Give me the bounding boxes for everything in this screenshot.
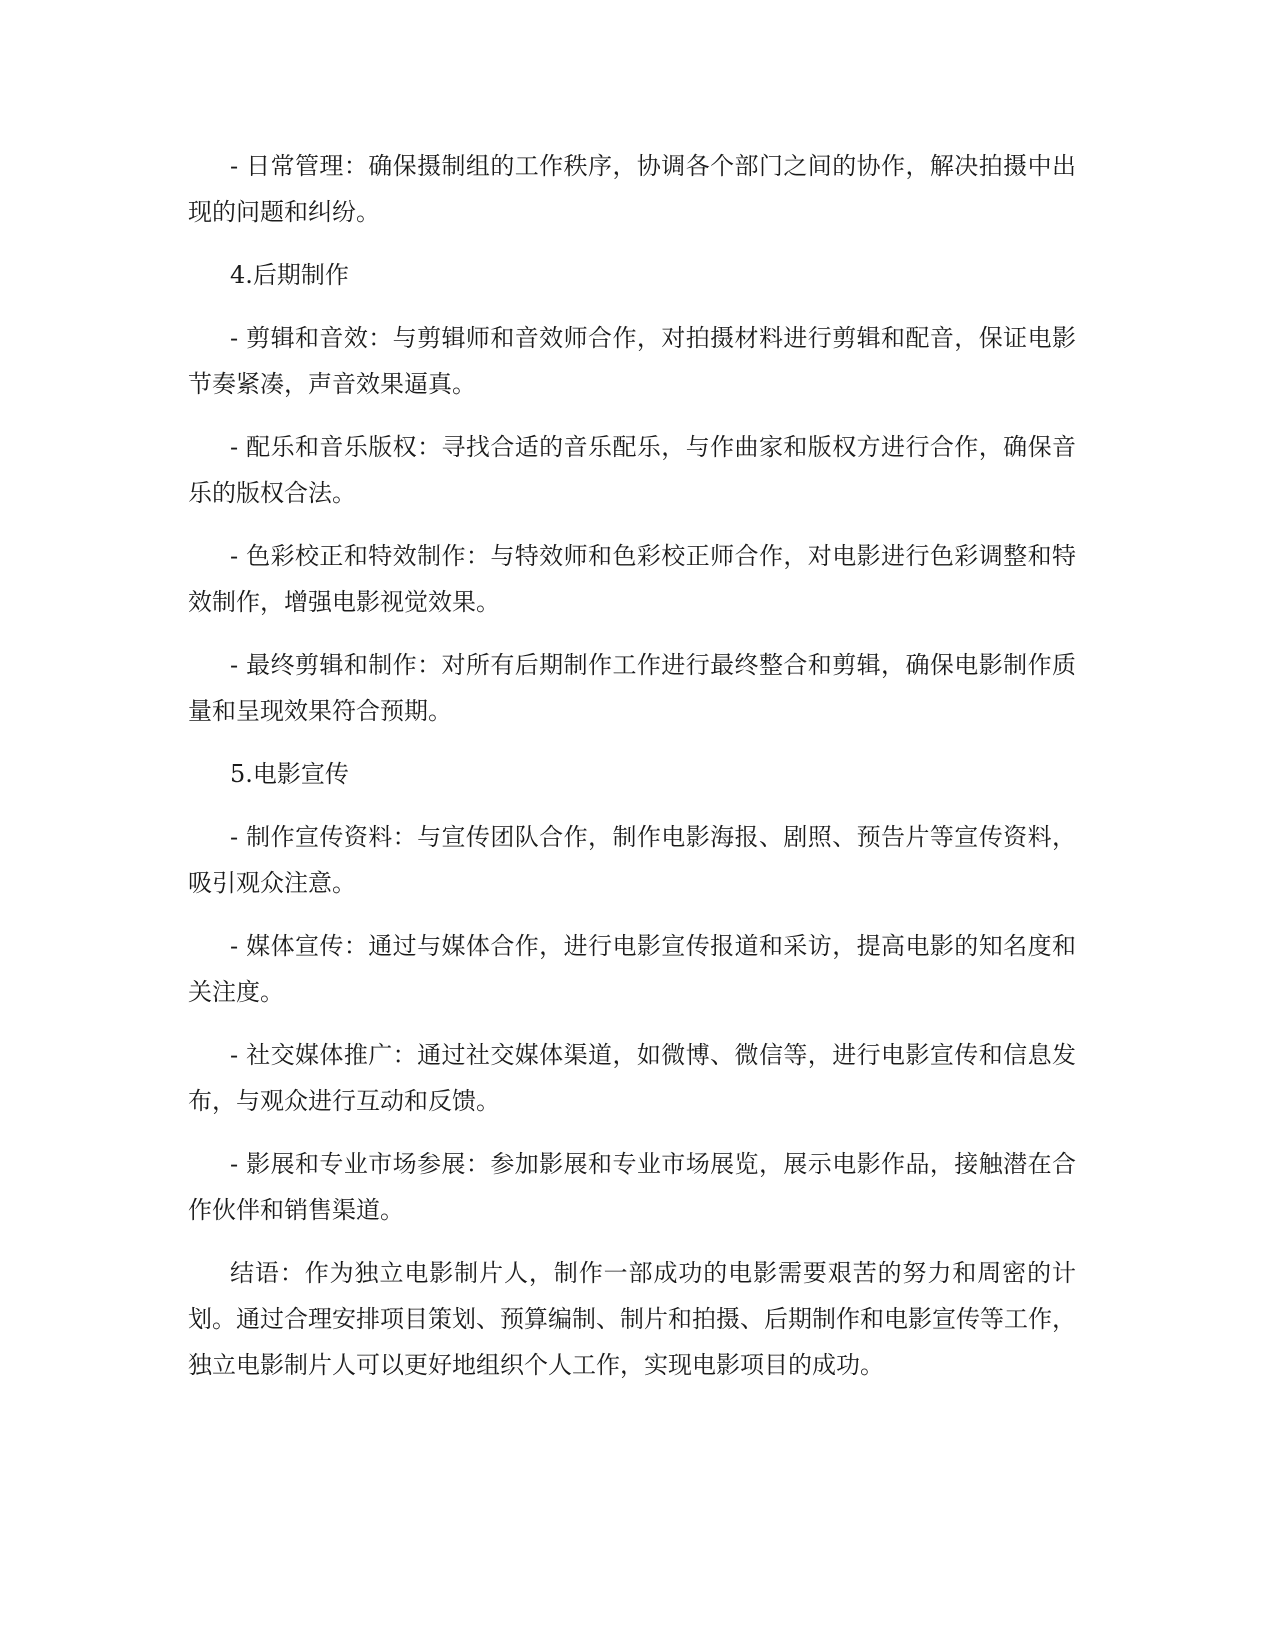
paragraph-editing-sound: - 剪辑和音效：与剪辑师和音效师合作，对拍摄材料进行剪辑和配音，保证电影节奏紧凑，声音效果逼真。 — [188, 324, 1076, 398]
section-heading-post-production: 4.后期制作 — [230, 261, 349, 289]
paragraph-social-media: - 社交媒体推广：通过社交媒体渠道，如微博、微信等，进行电影宣传和信息发布，与观众进行互动和反馈。 — [188, 1041, 1076, 1115]
paragraph-daily-management: - 日常管理：确保摄制组的工作秩序，协调各个部门之间的协作，解决拍摄中出现的问题和纠纷。 — [188, 152, 1076, 226]
paragraph-media-promotion: - 媒体宣传：通过与媒体合作，进行电影宣传报道和采访，提高电影的知名度和关注度。 — [188, 932, 1076, 1006]
document-body — [188, 143, 1076, 1405]
paragraph-promo-materials: - 制作宣传资料：与宣传团队合作，制作电影海报、剧照、预告片等宣传资料，吸引观众注意。 — [188, 823, 1076, 897]
paragraph-festivals: - 影展和专业市场参展：参加影展和专业市场展览，展示电影作品，接触潜在合作伙伴和销售渠道。 — [188, 1150, 1076, 1224]
paragraph-final-edit: - 最终剪辑和制作：对所有后期制作工作进行最终整合和剪辑，确保电影制作质量和呈现效果符合预期。 — [188, 651, 1076, 725]
paragraph-conclusion: 结语：作为独立电影制片人，制作一部成功的电影需要艰苦的努力和周密的计划。通过合理安排项目策划、预算编制、制片和拍摄、后期制作和电影宣传等工作，独立电影制片人可以更好地组织个人工作，实现电影项目的成功。 — [188, 1259, 1076, 1379]
paragraph-color-vfx: - 色彩校正和特效制作：与特效师和色彩校正师合作，对电影进行色彩调整和特效制作，增强电影视觉效果。 — [188, 542, 1076, 616]
paragraph-music-copyright: - 配乐和音乐版权：寻找合适的音乐配乐，与作曲家和版权方进行合作，确保音乐的版权合法。 — [188, 433, 1076, 507]
section-heading-promotion: 5.电影宣传 — [230, 760, 349, 788]
